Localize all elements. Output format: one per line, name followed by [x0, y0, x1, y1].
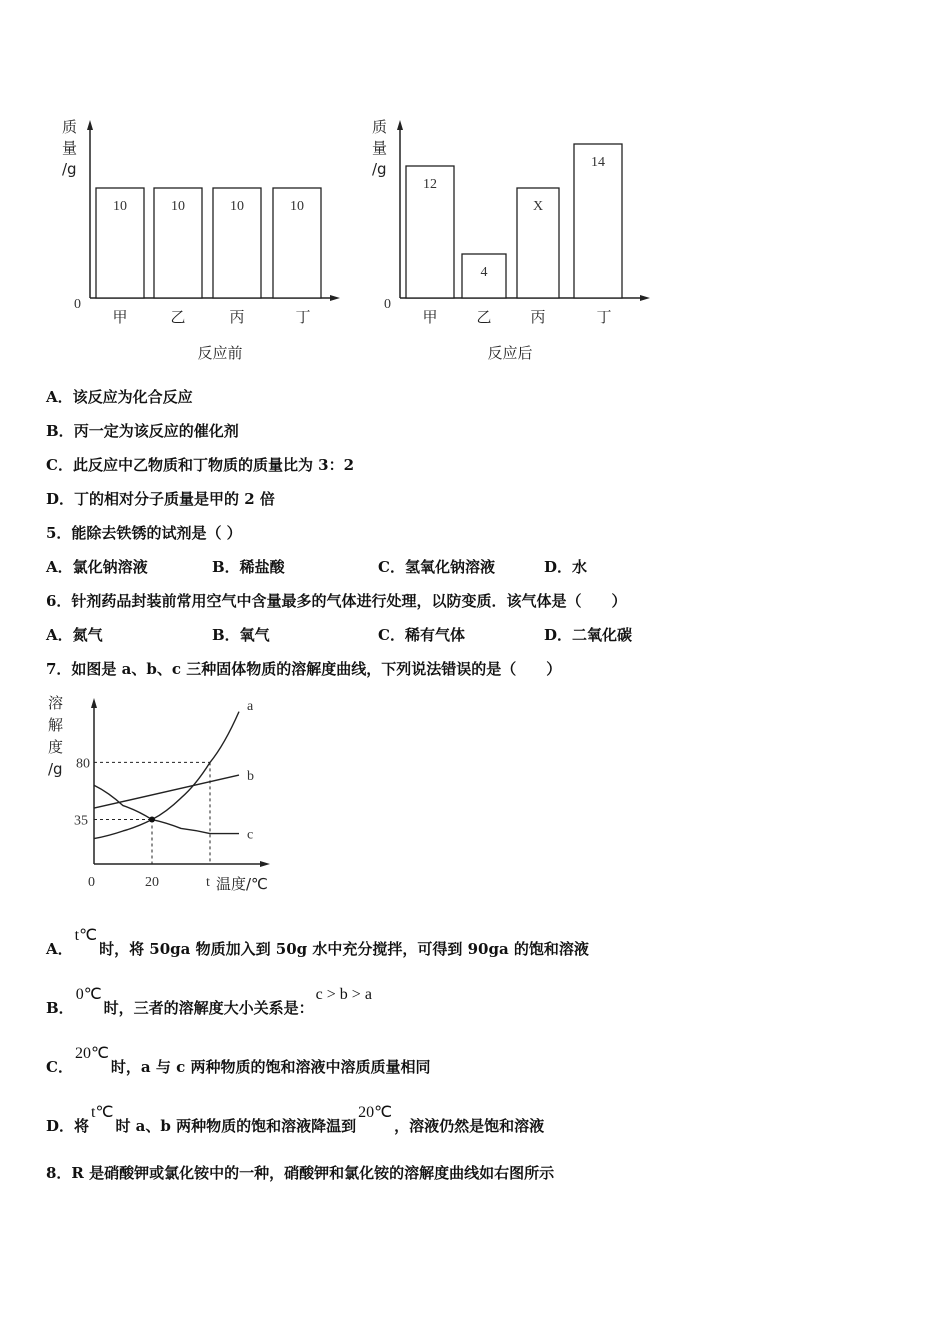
y-axis-label: 量 [372, 139, 388, 157]
y-tick-label: 35 [74, 813, 88, 829]
q4-option-b: B．丙一定为该反应的催化剂 [46, 422, 239, 440]
q5-option-a: A．氯化钠溶液 [46, 558, 148, 576]
series-line-c [94, 785, 239, 833]
series-line-b [94, 775, 239, 808]
bar-value-label: 10 [230, 199, 244, 214]
q7-option-c: C．20℃时，a 与 c 两种物质的饱和溶液中溶质质量相同 [46, 1045, 431, 1076]
bar-value-label: 10 [113, 199, 127, 214]
series-label-a: a [247, 699, 254, 714]
y-axis-arrow [91, 698, 97, 708]
q4-option-c: C．此反应中乙物质和丁物质的质量比为 3：2 [46, 456, 355, 474]
q5-options [46, 556, 587, 577]
y-axis-label: /g [372, 160, 387, 178]
y-axis-label: 质 [62, 118, 78, 136]
category-label: 甲 [422, 308, 438, 326]
bar-value-label: X [532, 199, 544, 214]
q7-option-b: B．0℃时，三者的溶解度大小关系是：c > b > a [46, 986, 372, 1017]
q4-option-a: A．该反应为化合反应 [46, 388, 193, 406]
series-label-b: b [247, 769, 254, 785]
bar-chart-before [50, 110, 350, 370]
q5-stem: 5．能除去铁锈的试剂是（ ） [46, 524, 242, 542]
category-label: 丁 [596, 308, 612, 326]
x-axis-arrow [640, 295, 650, 301]
x-axis-label: 温度/℃ [216, 875, 268, 893]
q5-option-c: C．氢氧化钠溶液 [378, 558, 495, 576]
origin-label: 0 [74, 297, 81, 312]
x-tick-label: t [206, 875, 210, 890]
q7-option-a: A．t℃时，将 50ga 物质加入到 50g 水中充分搅拌，可得到 90ga 的饱和溶液 [46, 927, 589, 958]
q6-stem: 6．针剂药品封装前常用空气中含量最多的气体进行处理，以防变质．该气体是（ ） [46, 592, 627, 610]
x-axis-arrow [330, 295, 340, 301]
series-line-a [94, 712, 239, 839]
q4-option-d: D．丁的相对分子质量是甲的 2 倍 [46, 490, 275, 508]
q6-options [46, 624, 632, 645]
bar-value-label: 14 [591, 155, 605, 170]
y-axis-label: /g [62, 160, 77, 178]
q6-option-a: A．氮气 [46, 626, 103, 644]
category-label: 丙 [530, 308, 546, 326]
bar-value-label: 10 [171, 199, 185, 214]
y-axis-label: 解 [48, 716, 64, 734]
q5-option-d: D．水 [544, 558, 588, 576]
q7-stem: 7．如图是 a、b、c 三种固体物质的溶解度曲线，下列说法错误的是（ ） [46, 660, 562, 678]
chart-title: 反应前 [197, 344, 243, 362]
bar-chart-after [360, 110, 660, 370]
q8-stem: 8．R 是硝酸钾或氯化铵中的一种，硝酸钾和氯化铵的溶解度曲线如右图所示 [46, 1164, 555, 1182]
q6-option-c: C．稀有气体 [378, 626, 465, 644]
q6-option-d: D．二氧化碳 [544, 626, 633, 644]
intersection-point [149, 817, 155, 823]
category-label: 甲 [112, 308, 128, 326]
category-label: 丙 [229, 308, 245, 326]
y-axis-label: 度 [48, 738, 64, 756]
q5-option-b: B．稀盐酸 [212, 558, 285, 576]
y-axis-label: /g [48, 760, 63, 778]
y-axis-arrow [397, 120, 403, 130]
solubility-chart [40, 688, 290, 900]
chart-title: 反应后 [487, 344, 533, 362]
y-axis-label: 量 [62, 139, 78, 157]
category-label: 丁 [295, 308, 311, 326]
series-label-c: c [247, 827, 254, 843]
y-tick-label: 80 [76, 756, 90, 772]
q7-option-d: D．将t℃时 a、b 两种物质的饱和溶液降温到20℃，溶液仍然是饱和溶液 [46, 1104, 545, 1135]
category-label: 乙 [170, 308, 186, 326]
y-axis-arrow [87, 120, 93, 130]
bar-value-label: 12 [423, 177, 437, 192]
category-label: 乙 [476, 308, 492, 326]
x-tick-label: 20 [145, 875, 159, 890]
bar-value-label: 4 [480, 265, 488, 280]
y-axis-label: 溶 [48, 694, 64, 712]
origin-label: 0 [384, 297, 391, 312]
y-axis-label: 质 [372, 118, 388, 136]
q6-option-b: B．氧气 [212, 626, 270, 644]
origin-label: 0 [88, 875, 95, 890]
bar-value-label: 10 [290, 199, 304, 214]
x-axis-arrow [260, 861, 270, 867]
